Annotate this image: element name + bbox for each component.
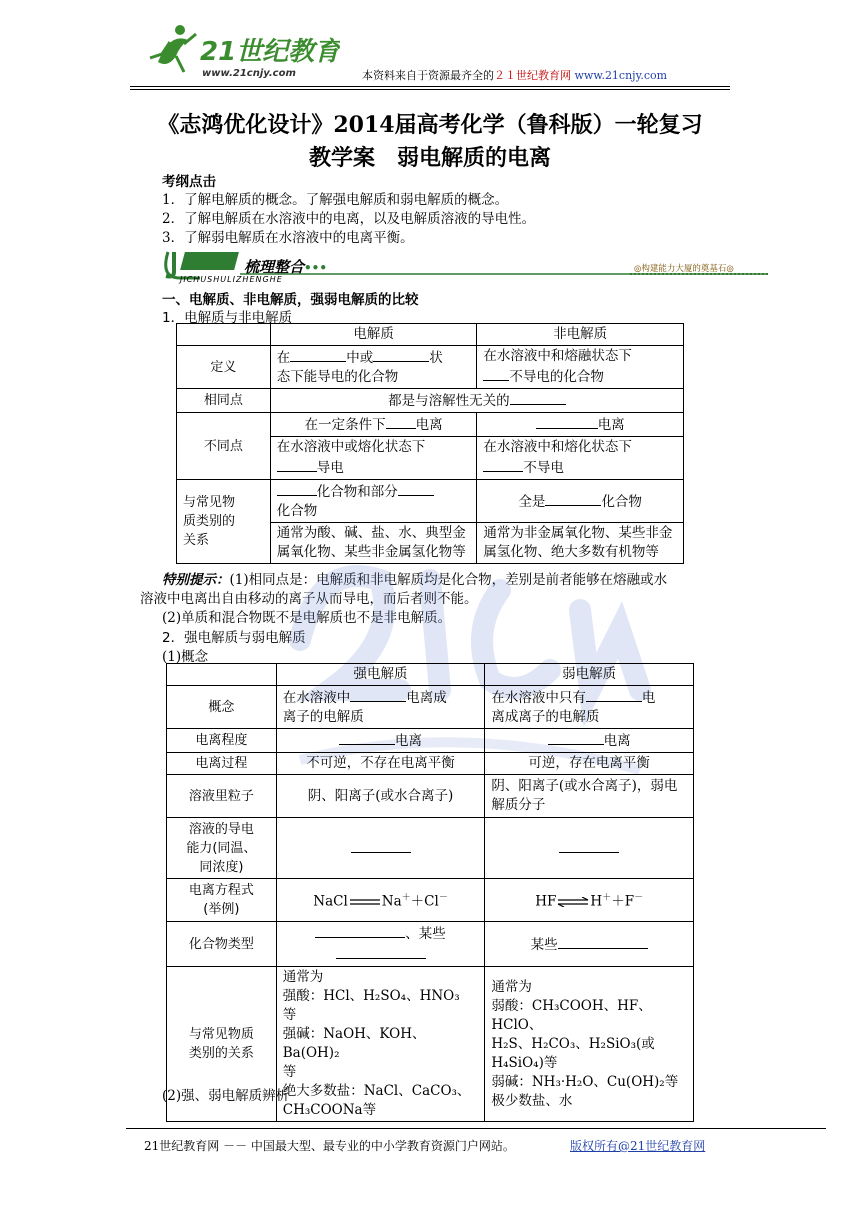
equilibrium-arrow-icon (556, 897, 590, 907)
document-subtitle: 教学案 弱电解质的电离 (308, 145, 551, 171)
diff1-nonelectrolyte: 电离 (477, 413, 684, 437)
svg-text:www.21cnjy.com: www.21cnjy.com (202, 68, 296, 79)
equation-weak: HF H＋＋F－ (485, 879, 694, 922)
diff2-electrolyte: 在水溶液中或熔化状态下 导电 (270, 437, 477, 480)
particles-strong: 阴、阳离子(或水合离子) (276, 775, 485, 818)
row-header-relation: 与常见物 质类别的 关系 (177, 480, 271, 564)
header-note: 本资料来自于资源最齐全的２１世纪教育网 www.21cnjy.com (362, 69, 668, 82)
particles-weak: 阴、阳离子(或水合离子)，弱电解质分子 (485, 775, 694, 818)
relation2-electrolyte: 通常为酸、碱、盐、水、典型金属氧化物、某些非金属氢化物等 (270, 523, 477, 564)
row-header-concept: 概念 (167, 686, 277, 729)
svg-text:21世纪教育: 21世纪教育 (200, 37, 340, 67)
header-rule (130, 86, 730, 87)
header-rule-2 (130, 89, 730, 90)
same-point: 都是与溶解性无关的 (270, 389, 683, 413)
outline-item-2: 2．了解电解质在水溶液中的电离，以及电解质溶液的导电性。 (162, 211, 536, 227)
outline-item-3: 3．了解弱电解质在水溶液中的电离平衡。 (162, 230, 414, 246)
definition-electrolyte: 在 中或 状 态下能导电的化合物 (270, 346, 477, 389)
banner-pinyin: JICHUSHULIZHENGHE (180, 275, 283, 284)
diff1-electrolyte: 在一定条件下 电离 (270, 413, 477, 437)
row-header-process: 电离过程 (167, 753, 277, 775)
degree-strong: 电离 (276, 729, 485, 753)
row-header-definition: 定义 (177, 346, 271, 389)
class-relation-strong: 通常为 强酸：HCl、H₂SO₄、HNO₃ 等 强碱：NaOH、KOH、Ba(OH)₂ 等 绝大多数盐：NaCl、CaCO₃、 CH₃COONa等 (276, 967, 485, 1122)
banner-slogan: ◎构建能力大厦的奠基石◎ (634, 264, 734, 274)
type-weak: 某些 (485, 922, 694, 967)
document-title: 《志鸿优化设计》2014届高考化学（鲁科版）一轮复习 (157, 112, 703, 138)
row-header-diff: 不同点 (177, 413, 271, 480)
relation1-nonelectrolyte: 全是 化合物 (477, 480, 684, 523)
outline-heading: 考纲点击 (162, 174, 216, 190)
banner-title: 梳理整合••• (244, 258, 328, 276)
process-strong: 不可逆，不存在电离平衡 (276, 753, 485, 775)
concept-label: (1)概念 (162, 649, 209, 665)
tip-line-3: (2)单质和混合物既不是电解质也不是非电解质。 (162, 610, 452, 626)
diff2-nonelectrolyte: 在水溶液中和熔化状态下 不导电 (477, 437, 684, 480)
conductivity-strong (276, 818, 485, 879)
col-header-strong: 强电解质 (276, 664, 485, 686)
tip-line-2: 溶液中电离出自由移动的离子从而导电，而后者则不能。 (140, 591, 478, 607)
electrolyte-table (176, 323, 684, 564)
process-weak: 可逆，存在电离平衡 (485, 753, 694, 775)
site-logo (140, 22, 340, 82)
degree-weak: 电离 (485, 729, 694, 753)
col-header-weak: 弱电解质 (485, 664, 694, 686)
equals-icon (348, 897, 382, 907)
row-header-same: 相同点 (177, 389, 271, 413)
concept-weak: 在水溶液中只有 电 离成离子的电解质 (485, 686, 694, 729)
footer-text: 21世纪教育网 －－ 中国最大型、最专业的中小学教育资源门户网站。 (144, 1139, 515, 1153)
row-header-type: 化合物类型 (167, 922, 277, 967)
equation-strong: NaCl Na＋＋Cl－ (276, 879, 485, 922)
class-relation-weak: 通常为 弱酸：CH₃COOH、HF、HClO、 H₂S、H₂CO₃、H₂SiO₃(或 H₄SiO₄)等 弱碱：NH₃·H₂O、Cu(OH)₂等 极少数盐、水 (485, 967, 694, 1122)
row-header-equation: 电离方程式 (举例) (167, 879, 277, 922)
relation1-electrolyte: 化合物和部分 化合物 (270, 480, 477, 523)
row-header-class-relation: 与常见物质 类别的关系 (167, 967, 277, 1122)
type-strong: 、某些 (276, 922, 485, 967)
distinguish-label: (2)强、弱电解质辨析 (162, 1088, 290, 1104)
footer-rule (126, 1128, 826, 1129)
row-header-particles: 溶液里粒子 (167, 775, 277, 818)
relation2-nonelectrolyte: 通常为非金属氧化物、某些非金属氢化物、绝大多数有机物等 (477, 523, 684, 564)
row-header-degree: 电离程度 (167, 729, 277, 753)
tip-line-1: 特别提示：(1)相同点是：电解质和非电解质均是化合物，差别是前者能够在熔融或水 (162, 572, 668, 588)
definition-nonelectrolyte: 在水溶液中和熔融状态下 不导电的化合物 (477, 346, 684, 389)
section2-sub2: 2．强电解质与弱电解质 (162, 630, 306, 646)
section1-sub1: 1．电解质与非电解质 (162, 310, 293, 326)
col-header-nonelectrolyte: 非电解质 (477, 324, 684, 346)
section1-heading: 一、电解质、非电解质，强弱电解质的比较 (162, 292, 419, 308)
footer-copyright-link[interactable]: 版权所有@21世纪教育网 (570, 1139, 706, 1153)
strong-weak-table (166, 663, 694, 1122)
concept-strong: 在水溶液中 电离成 离子的电解质 (276, 686, 485, 729)
row-header-conductivity: 溶液的导电 能力(同温、 同浓度) (167, 818, 277, 879)
col-header-electrolyte: 电解质 (270, 324, 477, 346)
conductivity-weak (485, 818, 694, 879)
outline-item-1: 1．了解电解质的概念。了解强电解质和弱电解质的概念。 (162, 192, 509, 208)
